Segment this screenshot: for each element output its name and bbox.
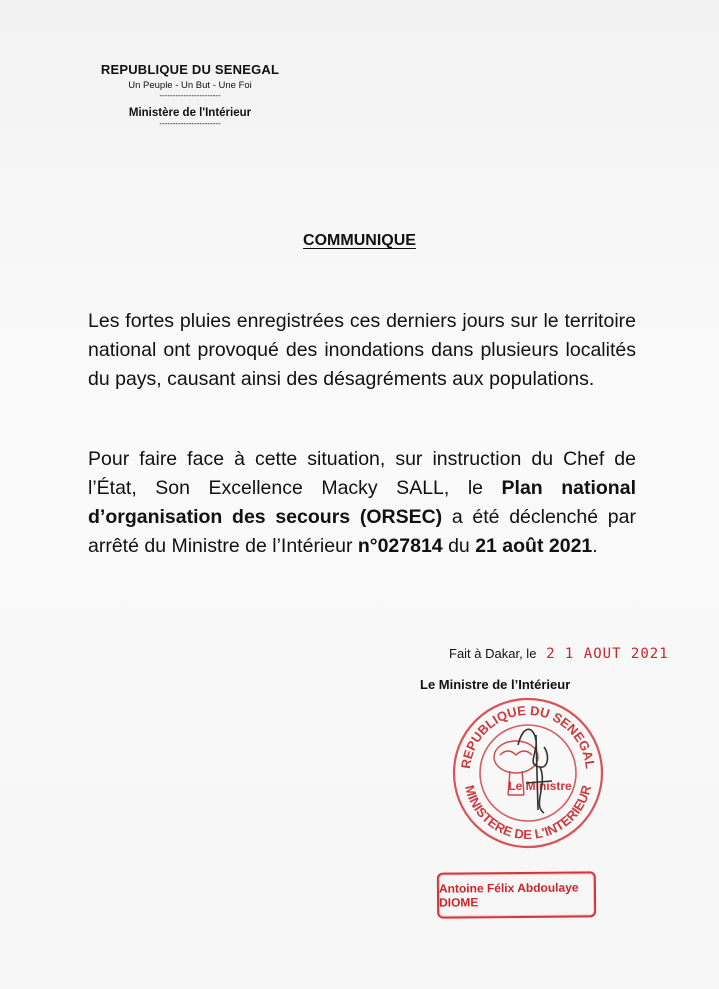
document-title — [0, 232, 719, 250]
national-motto: Un Peuple - Un But - Une Foi — [128, 80, 252, 91]
letterhead — [60, 62, 320, 129]
minister-title: Le Ministre de l’Intérieur — [420, 677, 571, 692]
date-stamp: 2 1 AOUT 2021 — [546, 646, 669, 662]
orsec-plan-name: Plan national d’organisation des secours (ORSEC) — [88, 477, 636, 528]
republic-name: REPUBLIQUE DU SENEGAL — [100, 62, 280, 77]
separator-line: ----------------------- — [159, 91, 221, 100]
p2-text: Pour faire face à cette situation, sur instruction du Chef de l’État, Son Excellence Macky SALL, le — [88, 448, 636, 499]
decree-number: n°027814 — [357, 535, 443, 557]
separator-line: ----------------------- — [159, 119, 221, 128]
paragraph-2 — [88, 445, 636, 561]
place-text: Fait à Dakar, le — [449, 646, 537, 661]
svg-text:REPUBLIQUE DU SENEGAL — [458, 703, 598, 770]
title-text: COMMUNIQUE — [303, 232, 416, 249]
p2-text: . — [592, 535, 598, 557]
official-seal — [448, 695, 608, 850]
decree-date: 21 août 2021 — [475, 535, 593, 557]
p2-text: a été déclenché par arrêté du Ministre de l’Intérieur — [88, 506, 636, 557]
paragraph-1: Les fortes pluies enregistrées ces derniers jours sur le territoire national ont provoqué des inondations dans plusieurs localités du pays, causant ainsi des désagréments aux populations. — [88, 310, 636, 390]
seal-center-text: Le Ministre — [508, 779, 572, 793]
seal-top-text: REPUBLIQUE DU SENEGAL — [458, 702, 598, 770]
place-date-line — [449, 646, 669, 662]
ministry-name: Ministère de l'Intérieur — [128, 107, 252, 119]
name-stamp: Antoine Félix Abdoulaye DIOME — [437, 871, 596, 918]
p2-text: du — [442, 535, 476, 557]
seal-bottom-text: MINISTERE DE L'INTERIEUR — [461, 783, 595, 843]
